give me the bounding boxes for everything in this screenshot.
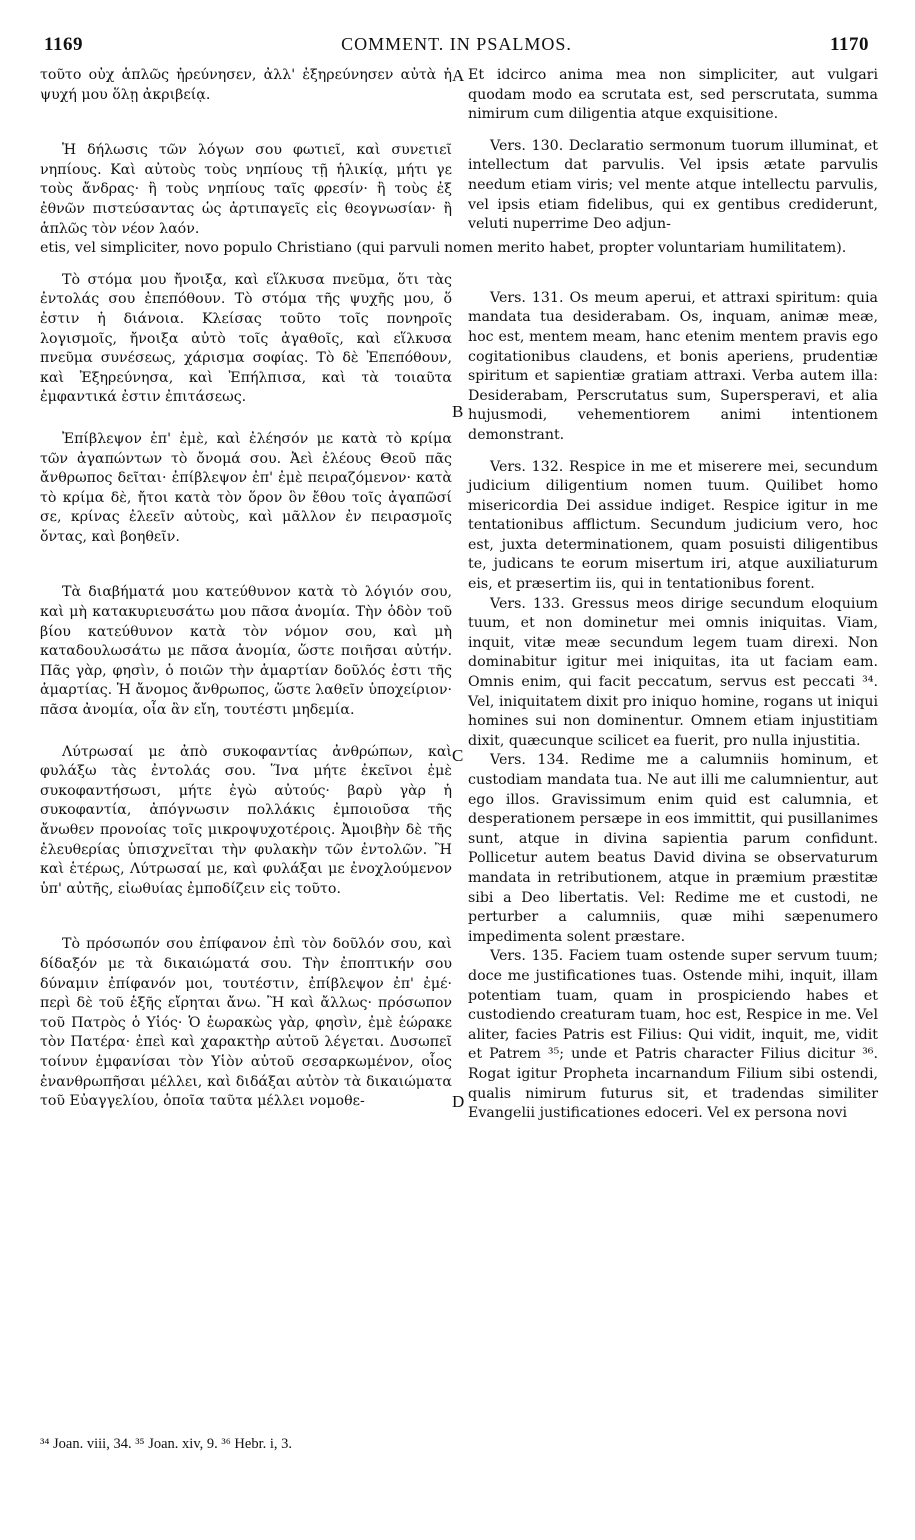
footnotes: ³⁴ Joan. viii, 34. ³⁵ Joan. xiv, 9. ³⁶ Hebr. i, 3.	[40, 1436, 293, 1452]
latin-continuation-line: etis, vel simpliciter, novo populo Christiano (qui parvuli nomen merito habet, propter voluntariam humilitatem).	[40, 240, 847, 257]
section-marker-b: B	[452, 402, 464, 421]
greek-paragraph: τοῦτο οὐχ ἁπλῶς ἠρεύνησεν, ἀλλ' ἐξηρεύνησεν αὐτὰ ἡ ψυχή μου ὅλῃ ἀκριβείᾳ.	[40, 67, 452, 103]
latin-column	[468, 66, 878, 1124]
greek-paragraph: Τὸ στόμα μου ἤνοιξα, καὶ εἵλκυσα πνεῦμα, ὅτι τὰς ἐντολάς σου ἐπεπόθουν. Τὸ στόμα τῆς ψυχῆς μου, ὅ ἐστιν ἡ διάνοια. Κλείσας τοῦτο τοῖς πονηροῖς λογισμοῖς, ἤνοιξα αὐτὸ τοῖς ἀγαθοῖς, καὶ εἵλκυσα πνεῦμα συνέσεως, χάρισμα σοφίας. Τὸ δὲ Ἐπεπόθουν, καὶ Ἐξηρεύνησα, καὶ Ἐπήλπισα, καὶ τὰ τοιαῦτα ἐμφαντικά ἐστιν ἐπιτάσεως.	[40, 271, 452, 406]
latin-verse-130: Vers. 130. Declaratio sermonum tuorum illuminat, et intellectum dat parvulis. Vel ipsis ætate parvulis needum etiam viris; vel mente atque intellectu parvulis, vel ipsis etiam fidelibus, qui ex gentibus crediderunt, veluti nuperrime Deo adjun-	[468, 137, 878, 233]
latin-verse-131: Vers. 131. Os meum aperui, et attraxi spiritum: quia mandata tua desiderabam. Os, inquam, animæ meæ, hoc est, mentem meam, hanc etenim mentem pravis ego cogitationibus claudens, et bonis aperiens, prudentiæ spiritum et sapientiæ gratiam attraxi. Verba autem illa: Desiderabam, Perscrutatus sum, Supersperavi, et alia hujusmodi, vehementiorem animi intentionem demonstrant.	[468, 289, 878, 443]
greek-paragraph: Ἐπίβλεψον ἐπ' ἐμὲ, καὶ ἐλέησόν με κατὰ τὸ κρίμα τῶν ἀγαπώντων τὸ ὄνομά σου. Ἀεὶ ἐλέους Θεοῦ πᾶς ἄνθρωπος δεῖται· ἐπίβλεψον ἐπ' ἐμὲ πειραζόμενον· κατὰ τὸ κρίμα δὲ, ἤτοι κατὰ τὸν ὅρον ὃν ἔθου τοῖς ἀγαπῶσί σε, κρίνας ἐλεεῖν αὐτοὺς, καὶ μᾶλλον ἐν πειρασμοῖς ὄντας, καὶ βοηθεῖν.	[40, 430, 452, 545]
section-marker-a: A	[452, 66, 465, 85]
latin-verse-133: Vers. 133. Gressus meos dirige secundum eloquium tuum, et non dominetur mei omnis iniquitas. Viam, inquit, vitæ meæ secundum legem tuam direxi. Non dominabitur igitur mei iniquitas, ita ut faciam eam. Omnis enim, qui facit peccatum, servus est peccati ³⁴. Vel, iniquitatem dixit pro iniquo homine, rogans ut iniqui homines sui non dominentur. Omnem etiam injustitiam dixit, quæcunque scilicet ea fuerit, pro nulla injustitia.	[468, 595, 878, 749]
page-header	[44, 34, 869, 60]
greek-paragraph: Λύτρωσαί με ἀπὸ συκοφαντίας ἀνθρώπων, καὶ φυλάξω τὰς ἐντολάς σου. Ἵνα μήτε ἐκεῖνοι ἐμὲ συκοφαντήσωσι, μήτε ἐγὼ αὐτούς· βαρὺ γὰρ ἡ συκοφαντία, ἀπόγνωσιν πολλάκις ἐμποιοῦσα τῆς ἄνωθεν προνοίας τοῖς μικροψυχοτέροις. Ἀμοιβὴν δὲ τῆς ἐλευθερίας ὑπισχνεῖται τὴν φυλακὴν τῶν ἐντολῶν. Ἢ καὶ ἑτέρως, Λύτρωσαί με, καὶ φυλάξαι με ἐνοχλούμενον ὑπ' αὐτῆς, εἰωθυίας ἐμποδίζειν εἰς τοῦτο.	[40, 743, 452, 897]
greek-paragraph: Τὸ πρόσωπόν σου ἐπίφανον ἐπὶ τὸν δοῦλόν σου, καὶ δίδαξόν με τὰ δικαιώματά σου. Τὴν ἐποπτικήν σου δύναμιν ἐπίφανόν μοι, τουτέστιν, ἐπίβλεψον ἐπ' ἐμέ· περὶ δὲ τοῦ ἑξῆς εἴρηται ἄνω. Ἢ καὶ ἄλλως· πρόσωπον τοῦ Πατρὸς ὁ Υἱός· Ὁ ἑωρακὼς γὰρ, φησὶν, ἐμὲ ἑώρακε τὸν Πατέρα· ἐπεὶ καὶ χαρακτὴρ αὐτοῦ λέγεται. Δυσωπεῖ τοίνυν ἐμφανίσαι τὸν Υἱὸν αὐτοῦ σεσαρκωμένον, οἷος ἐνανθρωπῆσαι μέλλει, καὶ διδάξαι αὐτὸν τὰ δικαιώματα τοῦ Εὐαγγελίου, ὁποῖα ταῦτα μέλλει νομοθε-	[40, 936, 452, 1110]
section-marker-c: C	[452, 746, 464, 765]
running-title: COMMENT. IN PSALMOS.	[341, 34, 572, 54]
right-page-number: 1170	[830, 34, 869, 55]
greek-paragraph: Τὰ διαβήματά μου κατεύθυνον κατὰ τὸ λόγιόν σου, καὶ μὴ κατακυριευσάτω μου πᾶσα ἀνομία. Τὴν ὁδὸν τοῦ βίου κατεύθυνον κατὰ τὸν νόμον σου, καὶ μὴ καταδουλωσάτω με πᾶσα ἀνομία, ὥστε ποιῆσαι αὐτήν. Πᾶς γὰρ, φησὶν, ὁ ποιῶν τὴν ἁμαρτίαν δοῦλός ἐστι τῆς ἁμαρτίας. Ἡ ἄνομος ἄνθρωπος, ὥστε λαθεῖν ὑποχείριον· πᾶσα ἀνομία, οἷα ἂν εἴη, τουτέστι μηδεμία.	[40, 584, 452, 719]
section-marker-d: D	[452, 1092, 465, 1111]
latin-verse-132: Vers. 132. Respice in me et miserere mei, secundum judicium diligentium nomen tuum. Quilibet homo misericordia Dei assidue indiget. Respice igitur in me tentationibus afflictum. Secundum judicium vero, hoc est, juxta determinationem, quam posuisti diligentibus te, judicans te eorum misertum iri, atque auxiliaturum eis, et præsertim iis, qui in tentationibus forent.	[468, 458, 878, 593]
latin-paragraph: Et idcirco anima mea non simpliciter, aut vulgari quodam modo ea scrutata est, sed perscrutata, summa nimirum cum diligentia atque exquisitione.	[468, 67, 878, 123]
left-page-number: 1169	[44, 34, 83, 55]
latin-verse-134: Vers. 134. Redime me a calumniis hominum, et custodiam mandata tua. Ne aut illi me calumnientur, aut ego illos. Gravissimum enim quid est calumnia, et desperationem persæpe in eos immittit, qui pusillanimes sunt, atque in divina sapientia parum confidunt. Pollicetur autem beatus David divina se observaturum mandata in retributionem, atque in præmium præstitæ sibi a Deo libertatis. Vel: Redime me et custodi, ne perturber a calumniis, quæ mihi sæpenumero impedimenta solent præstare.	[468, 752, 878, 945]
latin-verse-135: Vers. 135. Faciem tuam ostende super servum tuum; doce me justificationes tuas. Ostende mihi, inquit, illam potentiam tuam, quam in prospiciendo habes et custodiendo creaturam tuam, hoc est, Respice in me. Vel aliter, facies Patris est Filius: Qui vidit, inquit, me, vidit et Patrem ³⁵; unde et Patris character Filius dicitur ³⁶. Rogat igitur Propheta incarnandum Filium sibi ostendi, qualis nimirum futurus sit, et tradendas similiter Evangelii justificationes edoceri. Vel ex persona novi	[468, 948, 878, 1122]
greek-paragraph: Ἡ δήλωσις τῶν λόγων σου φωτιεῖ, καὶ συνετιεῖ νηπίους. Καὶ αὐτοὺς τοὺς νηπίους τῇ ἡλικίᾳ, μήτι γε τοὺς ἄνδρας· ἢ τοὺς νηπίους ταῖς φρεσίν· ἢ τοὺς ἐξ ἐθνῶν πιστεύσαντας ὡς ἀρτιπαγεῖς εἰς θεογνωσίαν· ἢ ἁπλῶς τὸν νέον λαόν.	[40, 142, 452, 237]
